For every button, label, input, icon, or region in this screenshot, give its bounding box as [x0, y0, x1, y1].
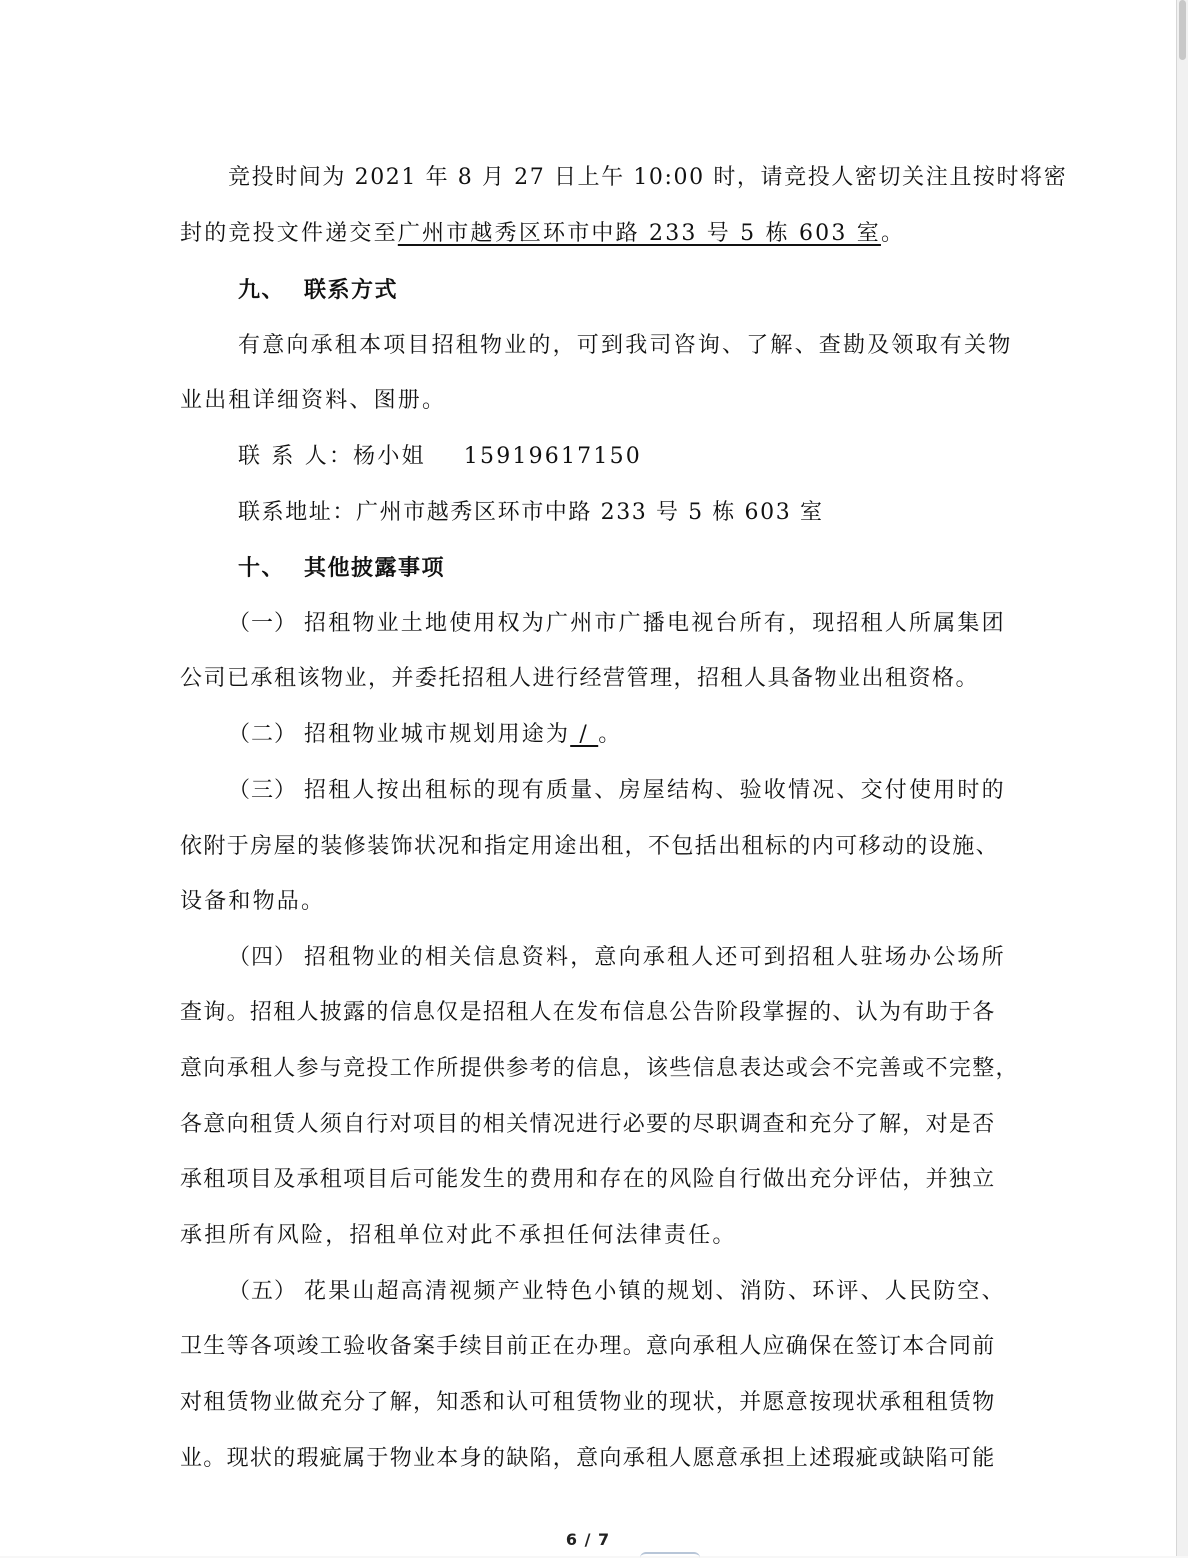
item-number: （三） [228, 778, 298, 803]
item-3-line-3: 设备和物品。 [180, 889, 326, 914]
period: 。 [598, 722, 623, 747]
planned-use-value: / [570, 722, 599, 747]
item-text: 花果山超高清视频产业特色小镇的规划、消防、环评、人民防空、 [304, 1279, 1006, 1304]
bid-submit-text: 封的竞投文件递交至 [180, 221, 398, 246]
section-heading-10 [238, 553, 445, 583]
item-5-line-3: 对租赁物业做充分了解，知悉和认可租赁物业的现状，并愿意按现状承租租赁物 [180, 1390, 996, 1415]
bid-time-line-2 [180, 219, 905, 249]
item-4-line-1 [228, 943, 1006, 973]
submit-address: 广州市越秀区环市中路 233 号 5 栋 603 室 [397, 221, 881, 246]
bid-time-line-1: 竞投时间为 2021 年 8 月 27 日上午 10:00 时，请竞投人密切关注且按时将密 [228, 165, 1068, 190]
item-4-line-3: 意向承租人参与竞投工作所提供参考的信息，该些信息表达或会不完善或不完整， [180, 1056, 1019, 1081]
item-4-line-6: 承担所有风险，招租单位对此不承担任何法律责任。 [180, 1223, 737, 1248]
item-4-line-5: 承租项目及承租项目后可能发生的费用和存在的风险自行做出充分评估，并独立 [180, 1167, 996, 1192]
item-4-line-2: 查询。招租人披露的信息仅是招租人在发布信息公告阶段掌握的、认为有助于各 [180, 1000, 996, 1025]
contact-person: 联 系 人：杨小姐 [238, 444, 426, 469]
item-text: 招租物业土地使用权为广州市广播电视台所有，现招租人所属集团 [304, 611, 1006, 636]
item-3-line-1 [228, 776, 1006, 806]
period: 。 [880, 221, 906, 246]
item-number: （二） [228, 722, 298, 747]
page-indicator: 6 / 7 [565, 1530, 611, 1549]
heading-number: 十、 [238, 555, 286, 581]
footer-decoration [640, 1552, 700, 1558]
vertical-scrollbar[interactable] [1177, 0, 1188, 1556]
section-heading-9 [238, 275, 398, 305]
item-2-line [228, 720, 622, 750]
item-3-line-2: 依附于房屋的装修装饰状况和指定用途出租，不包括出租标的内可移动的设施、 [180, 834, 1000, 859]
item-text: 招租物业的相关信息资料，意向承租人还可到招租人驻场办公场所 [304, 945, 1006, 970]
item-number: （一） [228, 611, 298, 636]
item-5-line-4: 业。现状的瑕疵属于物业本身的缺陷，意向承租人愿意承担上述瑕疵或缺陷可能 [180, 1446, 996, 1471]
item-text: 招租物业城市规划用途为 [304, 722, 571, 747]
item-4-line-4: 各意向租赁人须自行对项目的相关情况进行必要的尽职调查和充分了解，对是否 [180, 1112, 996, 1137]
heading-title: 联系方式 [304, 277, 399, 303]
item-number: （五） [228, 1279, 298, 1304]
item-5-line-2: 卫生等各项竣工验收备案手续目前正在办理。意向承租人应确保在签订本合同前 [180, 1334, 996, 1359]
item-text: 招租人按出租标的现有质量、房屋结构、验收情况、交付使用时的 [304, 778, 1006, 803]
heading-number: 九、 [238, 277, 286, 303]
item-number: （四） [228, 945, 298, 970]
contact-address-line: 联系地址：广州市越秀区环市中路 233 号 5 栋 603 室 [238, 500, 824, 525]
contact-para-line-2: 业出租详细资料、图册。 [180, 388, 447, 413]
item-5-line-1 [228, 1277, 1006, 1307]
item-1-line-1 [228, 609, 1006, 639]
contact-phone: 15919617150 [463, 444, 642, 469]
heading-title: 其他披露事项 [304, 555, 446, 581]
contact-para-line-1: 有意向承租本项目招租物业的，可到我司咨询、了解、查勘及领取有关物 [238, 333, 1013, 358]
contact-person-line [238, 442, 642, 472]
scrollbar-thumb[interactable] [1179, 0, 1186, 60]
item-1-line-2: 公司已承租该物业，并委托招租人进行经营管理，招租人具备物业出租资格。 [180, 666, 980, 691]
